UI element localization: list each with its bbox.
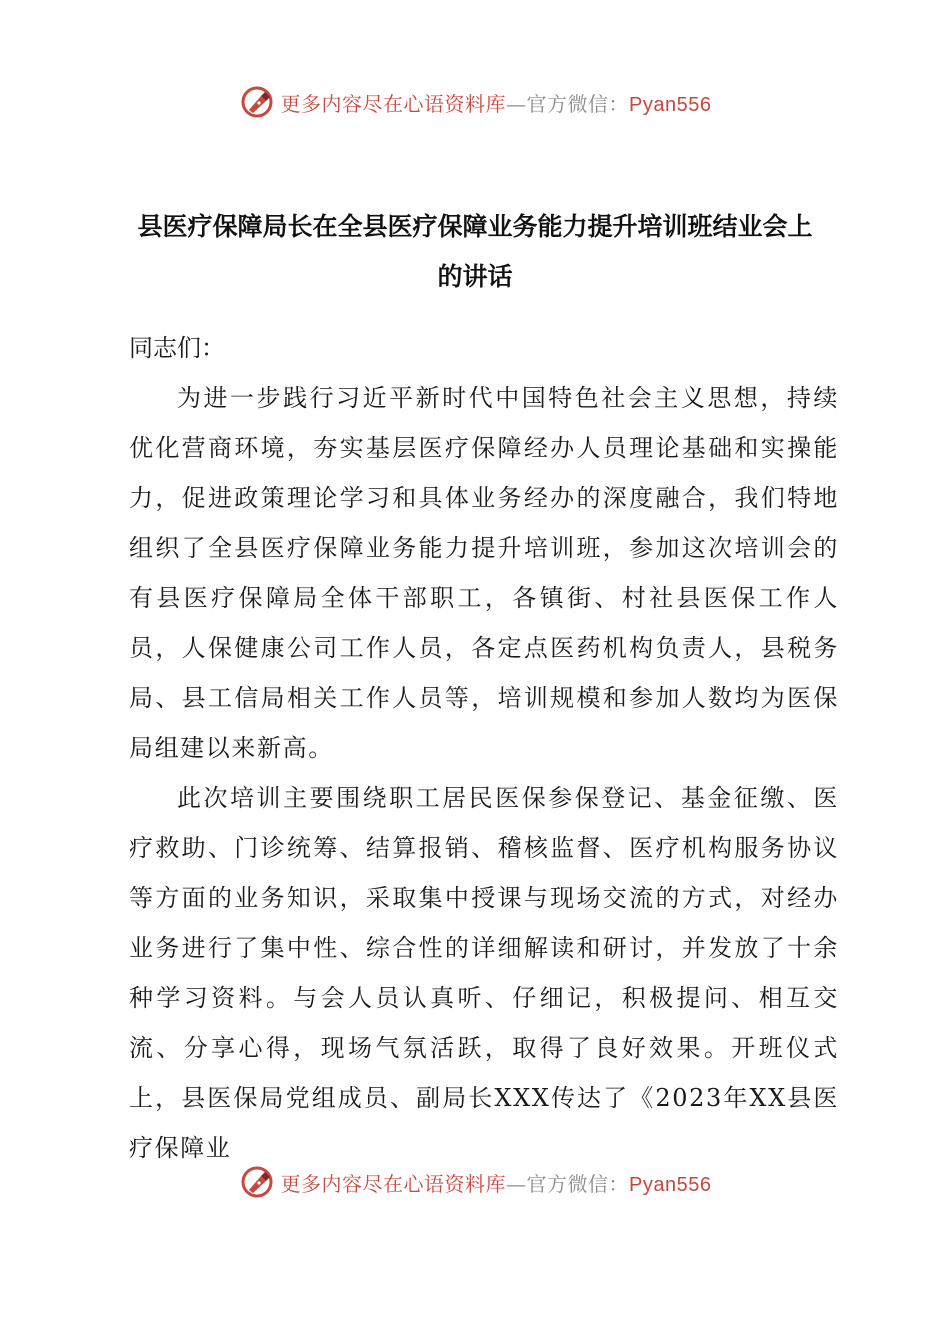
pen-nib-logo-icon [239,1164,275,1200]
footer-banner [0,1162,950,1202]
title-line-1: 县医疗保障局长在全县医疗保障业务能力提升培训班结业会上 [137,212,813,241]
banner-wechat-label: 官方微信： [526,91,630,116]
pen-nib-logo-icon [239,84,275,120]
banner-text [281,88,712,117]
salutation: 同志们： [129,334,225,362]
banner-dash: — [506,1171,527,1196]
banner-wechat-label: 官方微信： [526,1171,630,1196]
paragraph-1: 为进一步践行习近平新时代中国特色社会主义思想，持续优化营商环境，夯实基层医疗保障经办人员理论基础和实操能力，促进政策理论学习和具体业务经办的深度融合，我们特地组织了全县医疗保障业务能力提升培训班，参加这次培训会的有县医疗保障局全体干部职工，各镇街、村社县医保工作人员，人保健康公司工作人员，各定点医药机构负责人，县税务局、县工信局相关工作人员等，培训规模和参加人数均为医保局组建以来新高。 [129,384,839,762]
banner-dash: — [506,91,527,116]
banner-wechat-id: Pyan556 [629,93,712,116]
header-banner [0,82,950,122]
banner-slogan: 更多内容尽在心语资料库 [280,91,507,116]
banner-slogan: 更多内容尽在心语资料库 [280,1171,507,1196]
paragraph-2: 此次培训主要围绕职工居民医保参保登记、基金征缴、医疗救助、门诊统筹、结算报销、稽核监督、医疗机构服务协议等方面的业务知识，采取集中授课与现场交流的方式，对经办业务进行了集中性、综合性的详细解读和研讨，并发放了十余种学习资料。与会人员认真听、仔细记，积极提问、相互交流、分享心得，现场气氛活跃，取得了良好效果。开班仪式上，县医保局党组成员、副局长XXX传达了《2023年XX县医疗保障业 [129,784,839,1162]
document-title [110,202,840,302]
title-line-2: 的讲话 [437,262,513,291]
banner-wechat-id: Pyan556 [629,1173,712,1196]
banner-text [281,1168,712,1197]
document-body [129,323,839,1173]
